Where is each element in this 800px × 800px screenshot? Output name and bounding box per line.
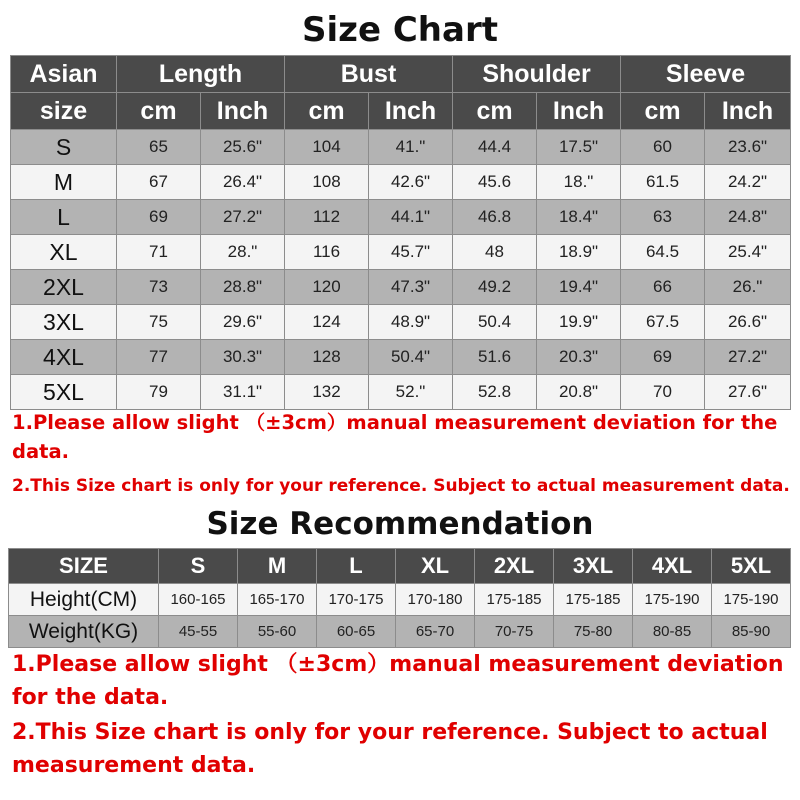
measurement-cell: 18." <box>537 165 621 200</box>
height-range-cell: 175-190 <box>633 584 712 616</box>
measurement-cell: 30.3" <box>201 340 285 375</box>
header-asian-size-line2: size <box>11 93 117 130</box>
measurement-cell: 63 <box>621 200 705 235</box>
height-range-cell: 160-165 <box>159 584 238 616</box>
measurement-cell: 28.8" <box>201 270 285 305</box>
measurement-cell: 77 <box>117 340 201 375</box>
measurement-cell: 52.8 <box>453 375 537 410</box>
measurement-cell: 26." <box>705 270 791 305</box>
size-row <box>11 200 791 235</box>
measurement-cell: 27.2" <box>705 340 791 375</box>
weight-range-cell: 55-60 <box>238 616 317 648</box>
size-chart-table <box>10 55 791 410</box>
measurement-cell: 65 <box>117 130 201 165</box>
measurement-cell: 46.8 <box>453 200 537 235</box>
size-recommendation-title: Size Recommendation <box>206 506 594 542</box>
recommendation-weight-row <box>9 616 791 648</box>
measurement-cell: 27.2" <box>201 200 285 235</box>
recommendation-note-1: 1.Please allow slight （±3cm）manual measurement deviation for the data. <box>12 652 784 710</box>
size-row <box>11 270 791 305</box>
size-chart-note-2: 2.This Size chart is only for your reference. Subject to actual measurement data. <box>12 476 790 496</box>
recommendation-size-header: 2XL <box>475 549 554 584</box>
header-unit: cm <box>621 93 705 130</box>
measurement-cell: 25.4" <box>705 235 791 270</box>
measurement-cell: 64.5 <box>621 235 705 270</box>
measurement-cell: 17.5" <box>537 130 621 165</box>
weight-range-cell: 75-80 <box>554 616 633 648</box>
size-label-cell: 2XL <box>11 270 117 305</box>
header-group-shoulder: Shoulder <box>453 56 621 93</box>
height-range-cell: 165-170 <box>238 584 317 616</box>
header-unit: Inch <box>201 93 285 130</box>
measurement-cell: 67.5 <box>621 305 705 340</box>
measurement-cell: 128 <box>285 340 369 375</box>
measurement-cell: 29.6" <box>201 305 285 340</box>
measurement-cell: 104 <box>285 130 369 165</box>
recommendation-size-header: M <box>238 549 317 584</box>
measurement-cell: 18.9" <box>537 235 621 270</box>
measurement-cell: 26.6" <box>705 305 791 340</box>
size-row <box>11 305 791 340</box>
header-group-bust: Bust <box>285 56 453 93</box>
weight-range-cell: 80-85 <box>633 616 712 648</box>
measurement-cell: 24.8" <box>705 200 791 235</box>
size-label-cell: 3XL <box>11 305 117 340</box>
size-label-cell: S <box>11 130 117 165</box>
measurement-cell: 50.4" <box>369 340 453 375</box>
header-unit: cm <box>453 93 537 130</box>
measurement-cell: 20.3" <box>537 340 621 375</box>
measurement-cell: 66 <box>621 270 705 305</box>
measurement-cell: 70 <box>621 375 705 410</box>
measurement-cell: 19.4" <box>537 270 621 305</box>
header-unit: Inch <box>705 93 791 130</box>
recommendation-note-2: 2.This Size chart is only for your reference. Subject to actual measurement data. <box>12 720 768 778</box>
measurement-cell: 69 <box>117 200 201 235</box>
weight-range-cell: 70-75 <box>475 616 554 648</box>
measurement-cell: 124 <box>285 305 369 340</box>
measurement-cell: 27.6" <box>705 375 791 410</box>
size-row <box>11 375 791 410</box>
measurement-cell: 120 <box>285 270 369 305</box>
measurement-cell: 48.9" <box>369 305 453 340</box>
size-label-cell: L <box>11 200 117 235</box>
height-range-cell: 175-185 <box>554 584 633 616</box>
measurement-cell: 41." <box>369 130 453 165</box>
header-asian-size-line1: Asian <box>11 56 117 93</box>
measurement-cell: 28." <box>201 235 285 270</box>
measurement-cell: 42.6" <box>369 165 453 200</box>
size-row <box>11 235 791 270</box>
measurement-cell: 45.7" <box>369 235 453 270</box>
size-label-cell: 5XL <box>11 375 117 410</box>
recommendation-header-label: SIZE <box>9 549 159 584</box>
height-range-cell: 175-185 <box>475 584 554 616</box>
measurement-cell: 45.6 <box>453 165 537 200</box>
size-chart-note-1: 1.Please allow slight （±3cm）manual measurement deviation for the data. <box>12 411 778 463</box>
recommendation-size-header: 4XL <box>633 549 712 584</box>
size-row <box>11 165 791 200</box>
weight-label-cell: Weight(KG) <box>9 616 159 648</box>
header-unit: Inch <box>369 93 453 130</box>
header-group-length: Length <box>117 56 285 93</box>
size-chart-title: Size Chart <box>302 10 498 50</box>
size-label-cell: 4XL <box>11 340 117 375</box>
measurement-cell: 23.6" <box>705 130 791 165</box>
size-label-cell: M <box>11 165 117 200</box>
measurement-cell: 18.4" <box>537 200 621 235</box>
header-unit: cm <box>117 93 201 130</box>
measurement-cell: 25.6" <box>201 130 285 165</box>
measurement-cell: 60 <box>621 130 705 165</box>
measurement-cell: 31.1" <box>201 375 285 410</box>
weight-range-cell: 60-65 <box>317 616 396 648</box>
recommendation-size-header: 5XL <box>712 549 791 584</box>
measurement-cell: 20.8" <box>537 375 621 410</box>
weight-range-cell: 45-55 <box>159 616 238 648</box>
measurement-cell: 50.4 <box>453 305 537 340</box>
measurement-cell: 71 <box>117 235 201 270</box>
recommendation-height-row <box>9 584 791 616</box>
measurement-cell: 44.4 <box>453 130 537 165</box>
recommendation-header-row <box>9 549 791 584</box>
measurement-cell: 132 <box>285 375 369 410</box>
height-range-cell: 170-175 <box>317 584 396 616</box>
measurement-cell: 48 <box>453 235 537 270</box>
measurement-cell: 44.1" <box>369 200 453 235</box>
size-recommendation-table <box>8 548 791 648</box>
size-label-cell: XL <box>11 235 117 270</box>
weight-range-cell: 85-90 <box>712 616 791 648</box>
measurement-cell: 75 <box>117 305 201 340</box>
height-range-cell: 175-190 <box>712 584 791 616</box>
recommendation-size-header: S <box>159 549 238 584</box>
measurement-cell: 108 <box>285 165 369 200</box>
measurement-cell: 47.3" <box>369 270 453 305</box>
measurement-cell: 112 <box>285 200 369 235</box>
weight-range-cell: 65-70 <box>396 616 475 648</box>
size-row <box>11 130 791 165</box>
header-group-sleeve: Sleeve <box>621 56 791 93</box>
measurement-cell: 67 <box>117 165 201 200</box>
measurement-cell: 61.5 <box>621 165 705 200</box>
recommendation-size-header: XL <box>396 549 475 584</box>
measurement-cell: 79 <box>117 375 201 410</box>
size-chart-body <box>11 130 791 410</box>
header-unit: Inch <box>537 93 621 130</box>
measurement-cell: 73 <box>117 270 201 305</box>
measurement-cell: 49.2 <box>453 270 537 305</box>
measurement-cell: 51.6 <box>453 340 537 375</box>
measurement-cell: 69 <box>621 340 705 375</box>
measurement-cell: 116 <box>285 235 369 270</box>
height-label-cell: Height(CM) <box>9 584 159 616</box>
recommendation-size-header: 3XL <box>554 549 633 584</box>
recommendation-size-header: L <box>317 549 396 584</box>
height-range-cell: 170-180 <box>396 584 475 616</box>
measurement-cell: 52." <box>369 375 453 410</box>
measurement-cell: 19.9" <box>537 305 621 340</box>
measurement-cell: 24.2" <box>705 165 791 200</box>
size-row <box>11 340 791 375</box>
header-unit: cm <box>285 93 369 130</box>
measurement-cell: 26.4" <box>201 165 285 200</box>
